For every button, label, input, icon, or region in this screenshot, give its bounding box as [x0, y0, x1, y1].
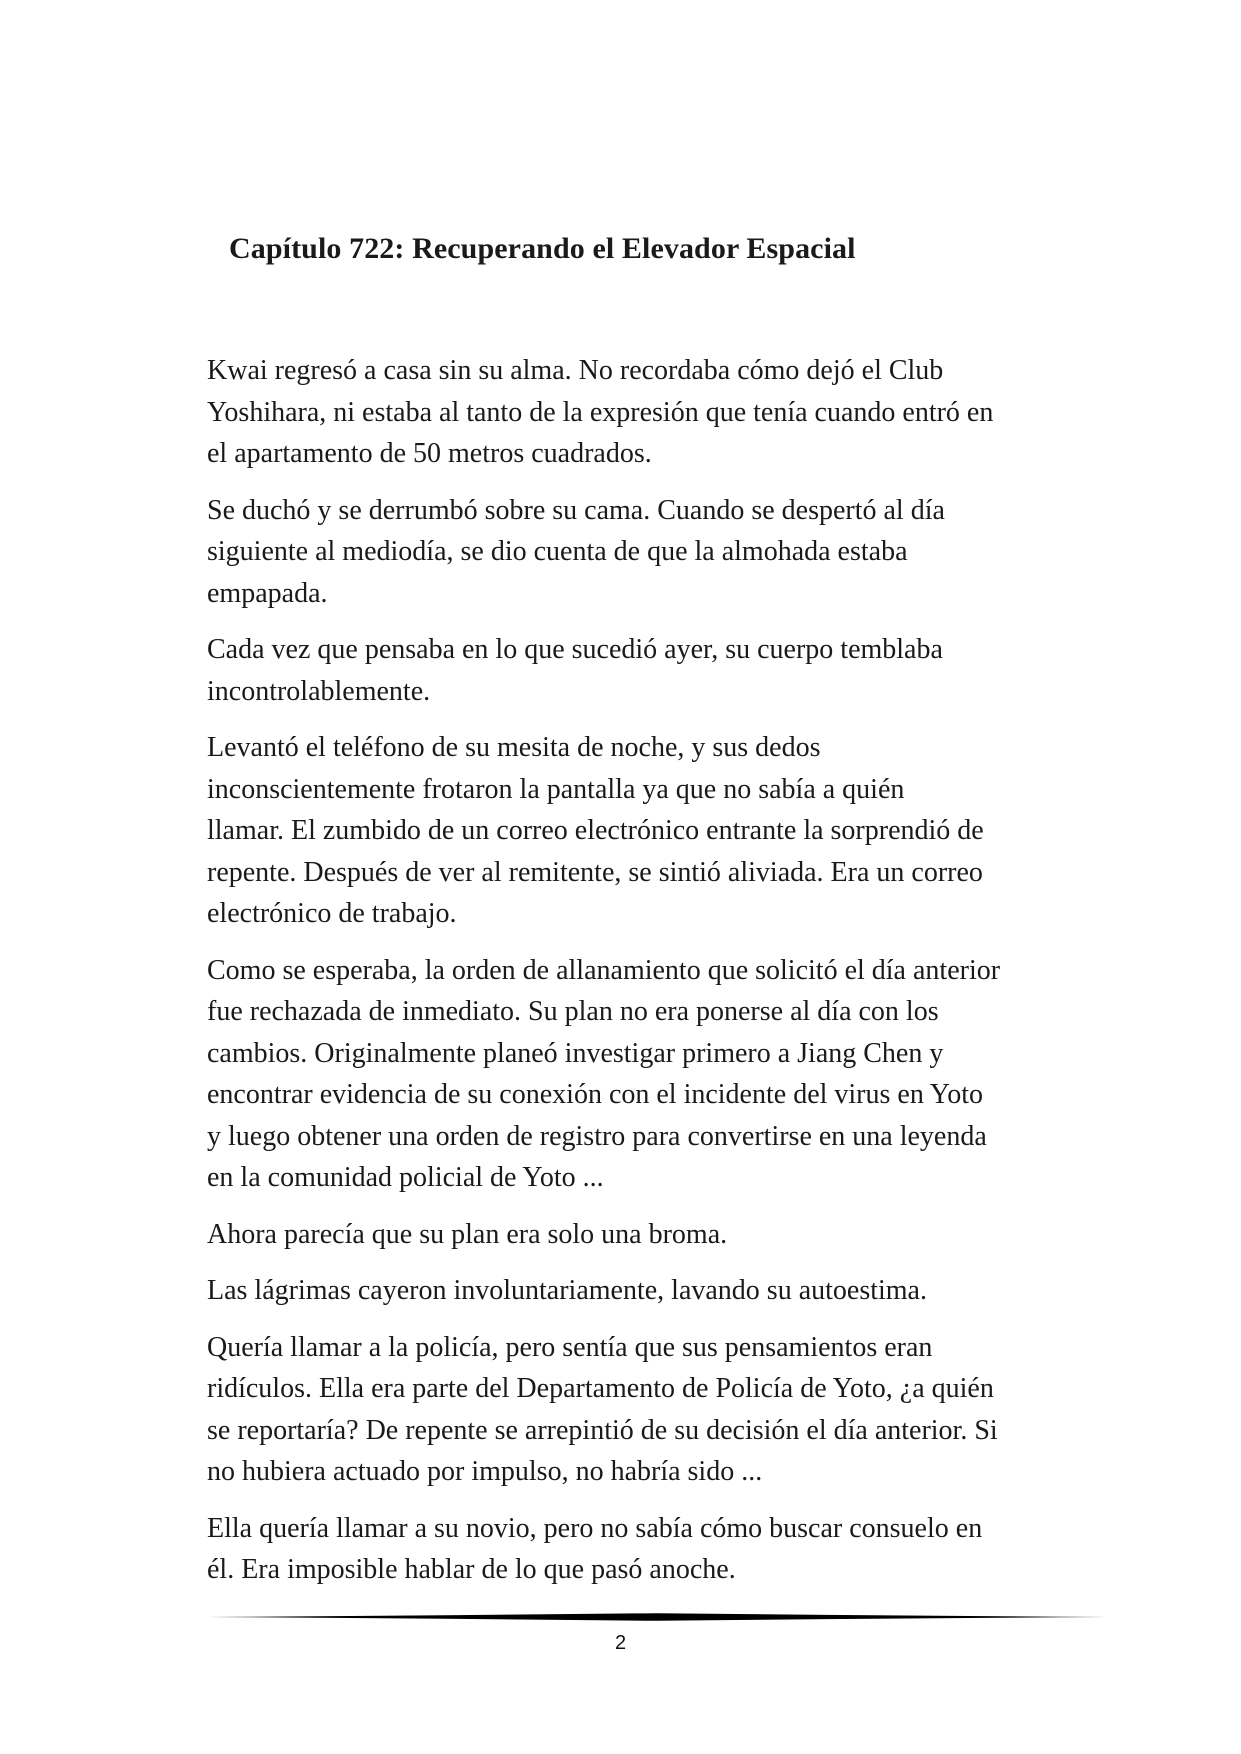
- paragraph: [207, 950, 1077, 1199]
- text-line: él. Era imposible hablar de lo que pasó anoche.: [207, 1554, 736, 1585]
- footer-rule: [207, 1610, 1107, 1624]
- text-line: encontrar evidencia de su conexión con el incidente del virus en Yoto: [207, 1079, 983, 1110]
- text-line: en la comunidad policial de Yoto ...: [207, 1162, 604, 1193]
- text-line: Se duchó y se derrumbó sobre su cama. Cuando se despertó al día: [207, 494, 945, 526]
- text-line: Cada vez que pensaba en lo que sucedió ayer, su cuerpo temblaba: [207, 634, 943, 665]
- paragraph: [207, 1508, 1077, 1591]
- text-line: fue rechazada de inmediato. Su plan no era ponerse al día con los: [207, 996, 939, 1027]
- text-line: no hubiera actuado por impulso, no habría sido ...: [207, 1456, 763, 1487]
- text-line: se reportaría? De repente se arrepintió de su decisión el día anterior. Si: [207, 1414, 998, 1446]
- text-line: Como se esperaba, la orden de allanamiento que solicitó el día anterior: [207, 954, 1001, 986]
- page-number: 2: [614, 1632, 627, 1654]
- text-line: el apartamento de 50 metros cuadrados.: [207, 438, 652, 469]
- paragraph: [207, 727, 1077, 935]
- text-line: Quería llamar a la policía, pero sentía que sus pensamientos eran: [207, 1331, 933, 1363]
- text-line: y luego obtener una orden de registro para convertirse en una leyenda: [207, 1120, 987, 1152]
- paragraph: [207, 1214, 1077, 1256]
- text-line: incontrolablemente.: [207, 675, 431, 707]
- text-line: ridículos. Ella era parte del Departamento de Policía de Yoto, ¿a quién: [207, 1373, 994, 1404]
- paragraph: [207, 629, 1077, 712]
- text-line: empapada.: [207, 577, 328, 609]
- text-line: Kwai regresó a casa sin su alma. No recordaba cómo dejó el Club: [207, 355, 944, 386]
- paragraph: [207, 1327, 1077, 1493]
- text-line: Las lágrimas cayeron involuntariamente, lavando su autoestima.: [207, 1275, 927, 1306]
- text-line: Levantó el teléfono de su mesita de noche, y sus dedos: [207, 732, 821, 763]
- paragraph: [207, 490, 1077, 615]
- text-line: electrónico de trabajo.: [207, 898, 457, 929]
- text-line: siguiente al mediodía, se dio cuenta de que la almohada estaba: [207, 536, 908, 567]
- text-line: repente. Después de ver al remitente, se sintió aliviada. Era un correo: [207, 856, 983, 888]
- text-line: Yoshihara, ni estaba al tanto de la expresión que tenía cuando entró en: [207, 396, 994, 428]
- chapter-title: Capítulo 722: Recuperando el Elevador Espacial: [229, 232, 856, 265]
- chapter-body: [207, 350, 1077, 1606]
- text-line: Ahora parecía que su plan era solo una broma.: [207, 1218, 728, 1250]
- paragraph: [207, 1270, 1077, 1312]
- text-line: llamar. El zumbido de un correo electrónico entrante la sorprendió de: [207, 815, 984, 846]
- text-line: Ella quería llamar a su novio, pero no sabía cómo buscar consuelo en: [207, 1512, 983, 1544]
- paragraph: [207, 350, 1077, 475]
- text-line: cambios. Originalmente planeó investigar primero a Jiang Chen y: [207, 1037, 944, 1069]
- text-line: inconscientemente frotaron la pantalla ya que no sabía a quién: [207, 773, 905, 805]
